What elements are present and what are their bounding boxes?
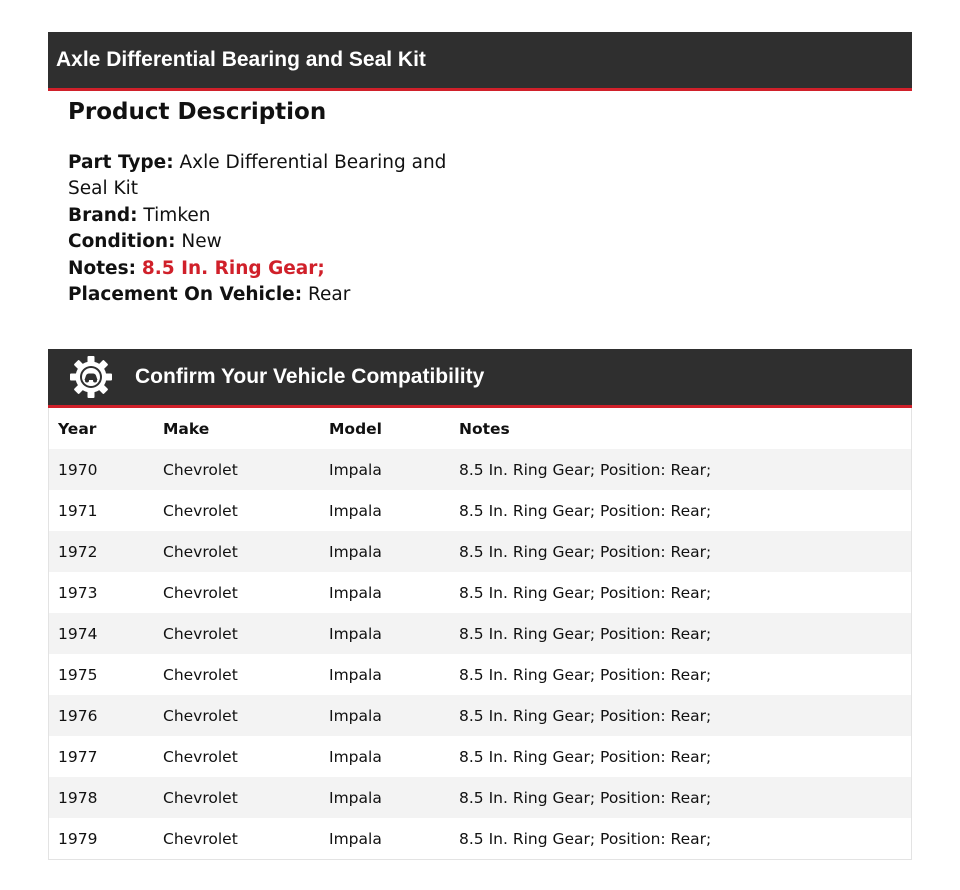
table-row — [49, 490, 911, 531]
notes-cell: 8.5 In. Ring Gear; Position: Rear; — [459, 788, 712, 807]
spec-placement — [68, 282, 468, 308]
table-row — [49, 695, 911, 736]
column-header: Model — [329, 419, 382, 438]
model-cell: Impala — [329, 706, 382, 725]
table-row — [49, 449, 911, 490]
notes-cell: 8.5 In. Ring Gear; Position: Rear; — [459, 706, 712, 725]
spec-value: New — [181, 231, 222, 253]
spec-notes — [68, 256, 468, 282]
product-title-banner — [48, 32, 912, 91]
notes-cell: 8.5 In. Ring Gear; Position: Rear; — [459, 501, 712, 520]
year-cell: 1973 — [58, 583, 98, 602]
product-description — [68, 96, 468, 308]
year-cell: 1970 — [58, 460, 98, 479]
notes-cell: 8.5 In. Ring Gear; Position: Rear; — [459, 624, 712, 643]
make-cell: Chevrolet — [163, 829, 238, 848]
model-cell: Impala — [329, 624, 382, 643]
year-cell: 1972 — [58, 542, 98, 561]
table-row — [49, 572, 911, 613]
table-row — [49, 654, 911, 695]
year-cell: 1977 — [58, 747, 98, 766]
spec-label: Notes: — [68, 257, 136, 279]
model-cell: Impala — [329, 665, 382, 684]
spec-list — [68, 150, 468, 308]
table-row — [49, 613, 911, 654]
model-cell: Impala — [329, 542, 382, 561]
make-cell: Chevrolet — [163, 583, 238, 602]
make-cell: Chevrolet — [163, 624, 238, 643]
spec-value: Timken — [143, 204, 211, 226]
column-header: Make — [163, 419, 210, 438]
notes-cell: 8.5 In. Ring Gear; Position: Rear; — [459, 829, 712, 848]
model-cell: Impala — [329, 501, 382, 520]
make-cell: Chevrolet — [163, 460, 238, 479]
make-cell: Chevrolet — [163, 501, 238, 520]
model-cell: Impala — [329, 583, 382, 602]
notes-cell: 8.5 In. Ring Gear; Position: Rear; — [459, 665, 712, 684]
column-header: Year — [58, 419, 97, 438]
year-cell: 1974 — [58, 624, 98, 643]
notes-cell: 8.5 In. Ring Gear; Position: Rear; — [459, 460, 712, 479]
spec-value: Axle Differential Bearing and Seal Kit — [68, 152, 447, 200]
spec-label: Part Type: — [68, 152, 174, 173]
table-body — [49, 449, 911, 859]
gear-car-icon — [69, 355, 113, 399]
make-cell: Chevrolet — [163, 747, 238, 766]
make-cell: Chevrolet — [163, 542, 238, 561]
table-row — [49, 777, 911, 818]
model-cell: Impala — [329, 829, 382, 848]
spec-brand — [68, 203, 468, 229]
table-row — [49, 736, 911, 777]
make-cell: Chevrolet — [163, 788, 238, 807]
spec-label: Placement On Vehicle: — [68, 284, 303, 306]
spec-condition — [68, 229, 468, 255]
spec-value: 8.5 In. Ring Gear; — [141, 257, 325, 279]
description-heading: Product Description — [68, 99, 327, 125]
spec-part-type — [68, 150, 468, 203]
make-cell: Chevrolet — [163, 665, 238, 684]
table-header-row — [49, 408, 911, 449]
spec-label: Condition: — [68, 231, 176, 253]
spec-value: Rear — [308, 284, 351, 306]
year-cell: 1978 — [58, 788, 98, 807]
make-cell: Chevrolet — [163, 706, 238, 725]
notes-cell: 8.5 In. Ring Gear; Position: Rear; — [459, 542, 712, 561]
notes-cell: 8.5 In. Ring Gear; Position: Rear; — [459, 747, 712, 766]
column-header: Notes — [459, 419, 510, 438]
model-cell: Impala — [329, 460, 382, 479]
year-cell: 1971 — [58, 501, 98, 520]
product-title: Axle Differential Bearing and Seal Kit — [56, 48, 426, 71]
year-cell: 1979 — [58, 829, 98, 848]
table-row — [49, 531, 911, 572]
compatibility-table-wrap — [48, 408, 912, 860]
spec-label: Brand: — [68, 204, 138, 226]
compatibility-title: Confirm Your Vehicle Compatibility — [135, 365, 485, 388]
model-cell: Impala — [329, 747, 382, 766]
table-row — [49, 818, 911, 859]
model-cell: Impala — [329, 788, 382, 807]
year-cell: 1976 — [58, 706, 98, 725]
year-cell: 1975 — [58, 665, 98, 684]
compatibility-table — [49, 408, 911, 859]
notes-cell: 8.5 In. Ring Gear; Position: Rear; — [459, 583, 712, 602]
compatibility-banner — [48, 349, 912, 408]
